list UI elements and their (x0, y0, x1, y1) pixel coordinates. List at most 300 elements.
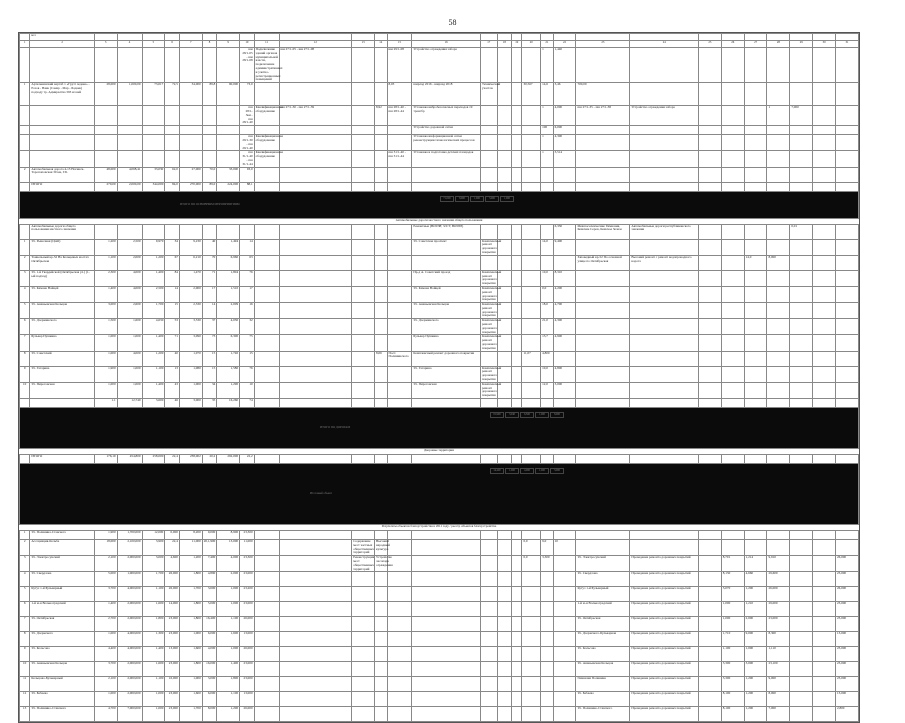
table-cell (698, 572, 721, 587)
table-cell (767, 270, 790, 286)
table-cell: 16,000 (202, 662, 217, 677)
table-cell (254, 319, 279, 335)
table-cell (576, 126, 630, 135)
table-cell: 2 (30, 41, 94, 48)
table-cell: ши 29/1-08 (387, 48, 412, 83)
table-cell (352, 692, 375, 707)
table-row (20, 366, 859, 382)
table-cell: 3,000 (744, 662, 767, 677)
table-cell: 23,000 (836, 617, 859, 632)
table-cell: 26,000 (165, 587, 180, 602)
table-cell: 17 (240, 286, 255, 302)
table-cell: 1,000 (744, 647, 767, 662)
table-cell (217, 151, 240, 167)
table-row (20, 662, 859, 677)
table-cell: Ул. Рыночная (ЦАО) (30, 239, 94, 255)
table-cell: Квалификационная оборудование (254, 151, 279, 167)
table-cell: Пр-д А. Советский проезд (412, 270, 481, 286)
table-cell (412, 587, 481, 602)
table-cell: Комплексный ремонт дорожного покрытия (481, 302, 502, 318)
table-cell (512, 531, 522, 540)
table-cell: 1,804 (217, 270, 240, 286)
table-cell: Кутуз 1-й Бульварный (576, 587, 630, 602)
table-cell (522, 662, 541, 677)
table-cell (254, 167, 279, 182)
band-label: ИТОГО ПО ДОРОГАМ (320, 425, 351, 430)
table-cell: 23,000 (165, 632, 180, 647)
table-cell (179, 126, 202, 135)
table-cell (630, 540, 699, 556)
table-cell: 1 (541, 48, 553, 83)
table-cell (512, 224, 522, 239)
table-cell: Проведение ремонта дорожных покрытий (630, 572, 699, 587)
table-cell (254, 83, 279, 106)
table-cell: 4,300 (553, 319, 576, 335)
table-cell (142, 224, 165, 239)
table-cell (279, 556, 352, 572)
table-cell: 16,260 (217, 399, 240, 408)
table-cell: Ул. Пироговская (412, 382, 481, 398)
table-cell (698, 662, 721, 677)
table-cell (412, 602, 481, 617)
table-cell (541, 602, 553, 617)
table-cell: 258,000 (142, 455, 165, 464)
table-cell: Проведение ремонта дорожных покрытий (630, 556, 699, 572)
table-cell: Ул. Бабаево (576, 692, 630, 707)
header-cell: кол (30, 34, 94, 41)
table-cell (387, 126, 412, 135)
table-cell (352, 366, 375, 382)
table-cell (630, 319, 699, 335)
table-cell (240, 224, 255, 239)
table-cell: 14 (240, 239, 255, 255)
table-cell (553, 707, 576, 722)
table-cell (375, 83, 387, 106)
table-cell: 26,000 (240, 617, 255, 632)
table-cell: 4,068,41 (117, 167, 142, 182)
table-cell: Установка информационной сетки реконструкции технологических процессов (412, 135, 481, 151)
table-cell: 10,0 (541, 366, 553, 382)
table-cell: 10,0 (541, 270, 553, 286)
table-cell: 15 (202, 366, 217, 382)
table-cell: Автомобильные дороги республиканского значения (630, 224, 699, 239)
table-cell (375, 224, 387, 239)
table-cell: 43 (165, 382, 180, 398)
table-cell (30, 135, 94, 151)
table-cell: 11 (20, 677, 30, 692)
table-cell: 3,000 (179, 399, 202, 408)
table-cell (387, 662, 412, 677)
table-cell (480, 224, 497, 239)
table-cell: 71 (165, 335, 180, 351)
summary-band-3 (20, 464, 859, 525)
table-cell (698, 632, 721, 647)
table-cell: 84,0 (165, 182, 180, 191)
table-cell: 9,0 (541, 540, 553, 556)
table-cell (836, 126, 859, 135)
table-cell: 15 (240, 351, 255, 366)
table-cell (630, 382, 699, 398)
table-cell (698, 602, 721, 617)
table-cell (375, 455, 387, 464)
table-cell (698, 126, 721, 135)
table-cell (279, 677, 352, 692)
table-cell: 23,200 (240, 587, 255, 602)
table-cell: 5 (142, 41, 165, 48)
table-cell: 3,300 (721, 662, 744, 677)
table-cell: 34 (202, 382, 217, 398)
table-cell: пш 31/1-40 - пш 31/1-44 (387, 151, 412, 167)
table-cell: 11,000 (240, 540, 255, 556)
table-cell (698, 286, 721, 302)
table-cell (165, 126, 180, 135)
table-cell (744, 182, 767, 191)
table-cell (836, 182, 859, 191)
table-cell: 23,000 (240, 677, 255, 692)
table-cell (836, 151, 859, 167)
table-cell (497, 707, 512, 722)
table-cell (512, 617, 522, 632)
table-cell (698, 707, 721, 722)
table-cell (790, 255, 813, 270)
table-cell (279, 135, 352, 151)
table-cell (721, 126, 744, 135)
table-cell (744, 382, 767, 398)
table-cell: 7 (20, 617, 30, 632)
table-cell (387, 167, 412, 182)
table-cell (480, 167, 497, 182)
summary-band-2 (20, 408, 859, 449)
table-cell: 46 (165, 399, 180, 408)
table-cell (512, 335, 522, 351)
table-cell (522, 239, 541, 255)
table-cell (813, 662, 836, 677)
table-cell (117, 48, 142, 83)
table-cell: 1,800 (179, 602, 202, 617)
table-cell: 8,310 (553, 270, 576, 286)
table-cell: 33,030 (142, 167, 165, 182)
table-cell (630, 455, 699, 464)
table-cell: Ул. Свердлова (576, 572, 630, 587)
table-cell (512, 692, 522, 707)
table-cell (836, 106, 859, 126)
table-cell (352, 126, 375, 135)
table-cell (813, 540, 836, 556)
table-cell: 2,300 (94, 270, 117, 286)
table-cell: Ул. Полинино-Ставского (30, 707, 94, 722)
table-cell: 2,500 (117, 239, 142, 255)
table-cell (790, 126, 813, 135)
table-cell: 26,000 (767, 587, 790, 602)
table-cell: 1,000 (179, 382, 202, 398)
table-cell (630, 239, 699, 255)
table-cell: 2,000 (217, 572, 240, 587)
table-cell (387, 540, 412, 556)
table-cell: 23,000 (240, 662, 255, 677)
table-cell: Кутуз 1-й Бульварный (30, 587, 94, 602)
table-cell: 2,000 (179, 286, 202, 302)
table-cell (497, 602, 512, 617)
table-cell: пш 29/1-30 - пш 29/1-40 (240, 135, 255, 151)
table-cell: 23,000 (240, 572, 255, 587)
table-cell (576, 531, 630, 540)
table-cell (480, 255, 497, 270)
table-cell: 4 (20, 572, 30, 587)
table-cell (630, 167, 699, 182)
table-cell: 3 (20, 270, 30, 286)
table-cell (497, 662, 512, 677)
table-cell: Реконструкция мест общественных территорий (353, 555, 375, 571)
table-row (20, 602, 859, 617)
table-cell: 10 (553, 540, 576, 556)
table-cell: 48,000 (94, 167, 117, 182)
table-cell: 20,2 (202, 455, 217, 464)
table-cell (541, 255, 553, 270)
table-row (20, 319, 859, 335)
table-cell (94, 224, 117, 239)
table-cell: 23,000 (240, 602, 255, 617)
table-cell (94, 106, 117, 126)
table-cell (721, 270, 744, 286)
table-cell: 6,330 (553, 224, 576, 239)
table-cell: 13 (20, 707, 30, 722)
table-cell: 23,000 (836, 677, 859, 692)
table-cell (279, 83, 352, 106)
table-cell (497, 48, 512, 83)
table-cell: 1,000 (94, 335, 117, 351)
table-row (20, 48, 859, 83)
table-cell (721, 286, 744, 302)
table-cell (412, 556, 481, 572)
table-cell: 34,000 (179, 83, 202, 106)
table-cell (836, 366, 859, 382)
table-cell (698, 531, 721, 540)
table-cell (480, 182, 497, 191)
table-cell (790, 572, 813, 587)
table-cell (20, 224, 30, 239)
table-cell: 9 (20, 647, 30, 662)
table-cell: Ул. Ананьевская Кольцов (412, 303, 481, 319)
table-cell (630, 83, 699, 106)
table-cell: 3,000 (142, 556, 165, 572)
table-cell (480, 617, 497, 632)
table-cell (254, 351, 279, 366)
table-cell: 1,200 (744, 677, 767, 692)
table-cell (698, 167, 721, 182)
table-cell (522, 366, 541, 382)
table-cell: 4 (20, 286, 30, 302)
table-cell (790, 382, 813, 398)
table-cell: 4,630 (142, 319, 165, 335)
table-cell (254, 556, 279, 572)
table-cell: 9,000 (744, 632, 767, 647)
table-cell (412, 662, 481, 677)
table-cell: 3,000 (553, 382, 576, 398)
table-cell (512, 382, 522, 398)
table-cell (480, 106, 497, 126)
table-cell (522, 303, 541, 319)
table-cell (412, 167, 481, 182)
table-cell (94, 151, 117, 167)
table-cell (352, 239, 375, 255)
table-cell: 1,494 (217, 239, 240, 255)
spreadsheet (18, 32, 860, 723)
table-cell (412, 617, 481, 632)
table-cell (512, 239, 522, 255)
band-cell: 1,000 (505, 468, 519, 474)
table-cell: 4,700 (553, 303, 576, 319)
table-cell: 1,600 (179, 692, 202, 707)
table-cell: Устройство дорожной сетки (412, 126, 481, 135)
table-cell: Комплексный ремонт дорожного покрытия (481, 238, 502, 254)
table-cell: 23 (576, 41, 630, 48)
table-cell (387, 531, 412, 540)
table-cell (744, 303, 767, 319)
table-cell (375, 572, 387, 587)
table-cell: Автомобильная дорога 4-13 Ногинск-Торопоповская 30 км, Г.Б. (30, 167, 94, 182)
table-cell: 1,100 (142, 677, 165, 692)
table-cell (142, 135, 165, 151)
table-cell: 13,000 (240, 692, 255, 707)
table-cell: 1,800 (217, 677, 240, 692)
table-cell: Кольцово-Бульварный (30, 677, 94, 692)
table-cell (412, 632, 481, 647)
table-cell: 1,100 (142, 366, 165, 382)
table-cell: 13,000 (836, 632, 859, 647)
table-cell: Ремонтные (ВОУЛ8; 3/2/Т; ВОУЛ8) (412, 224, 481, 239)
table-cell (576, 286, 630, 302)
table-cell: 344,000 (142, 182, 165, 191)
table-cell: 9,000 (767, 677, 790, 692)
table-cell (767, 351, 790, 366)
table-cell (352, 632, 375, 647)
table-cell (387, 647, 412, 662)
table-cell (721, 531, 744, 540)
table-cell (790, 270, 813, 286)
table-cell: 9 (20, 366, 30, 382)
table-cell (522, 167, 541, 182)
table-cell: 8,000 (767, 255, 790, 270)
table-cell: 6,210 (179, 255, 202, 270)
table-cell (497, 677, 512, 692)
table-cell: 1,290 (217, 382, 240, 398)
table-cell (813, 303, 836, 319)
table-cell: 76 (240, 366, 255, 382)
table-cell: 12,0 (541, 382, 553, 398)
table-cell (279, 255, 352, 270)
table-cell: ИТОГО (30, 455, 94, 464)
table-cell: 11,000 (179, 540, 202, 556)
table-cell (744, 286, 767, 302)
table-cell (744, 135, 767, 151)
table-cell (767, 286, 790, 302)
table-cell: 6,000 (202, 692, 217, 707)
table-cell (254, 540, 279, 556)
table-cell (767, 531, 790, 540)
table-cell (553, 455, 576, 464)
table-cell: 23,000 (165, 692, 180, 707)
table-cell: 14,000 (165, 602, 180, 617)
table-cell: 3,530 (179, 319, 202, 335)
table-cell: 15 (165, 303, 180, 319)
table-cell (744, 83, 767, 106)
table-cell (553, 692, 576, 707)
table-cell: 2,000,000 (117, 556, 142, 572)
table-cell (512, 83, 522, 106)
table-cell: 22,4 (165, 540, 180, 556)
table-cell (698, 540, 721, 556)
table-cell: 8,03 (387, 83, 412, 106)
table-cell (522, 399, 541, 408)
table-cell (698, 182, 721, 191)
table-cell: 26,000 (836, 587, 859, 602)
table-cell: 1,600 (179, 647, 202, 662)
table-cell (698, 351, 721, 366)
table-cell (497, 224, 512, 239)
table-cell (387, 319, 412, 335)
table-cell: 3,514 (553, 151, 576, 167)
table-cell: Ул. Советская проспект (412, 239, 481, 255)
table-cell: 1,900 (94, 366, 117, 382)
table-cell (497, 399, 512, 408)
table-cell: 292,000 (217, 455, 240, 464)
table-cell (744, 126, 767, 135)
table-cell (387, 303, 412, 319)
table-cell: 23,300 (240, 556, 255, 572)
table-cell (630, 286, 699, 302)
table-cell (497, 135, 512, 151)
table-cell (254, 647, 279, 662)
table-cell (512, 48, 522, 83)
table-cell: 25 (698, 41, 721, 48)
table-cell: 1,000 (179, 677, 202, 692)
table-cell (375, 48, 387, 83)
table-cell (836, 48, 859, 83)
table-cell: Ул. Бабаево (30, 692, 94, 707)
table-cell: 1,000,00 (117, 83, 142, 106)
table-cell: 23,000 (165, 617, 180, 632)
table-cell (813, 351, 836, 366)
table-cell (698, 135, 721, 151)
table-cell: 71 (202, 270, 217, 286)
table-cell: Ул. Кольсово (30, 647, 94, 662)
table-cell: 62,0 (165, 167, 180, 182)
table-cell (142, 126, 165, 135)
table-cell: 1,600 (117, 319, 142, 335)
table-cell: 1,400 (142, 382, 165, 398)
table-cell (522, 224, 541, 239)
table-cell: 11,07 (522, 351, 541, 366)
table-cell (480, 531, 497, 540)
table-cell: 6,000 (553, 126, 576, 135)
table-cell (279, 224, 352, 239)
table-cell: 13,000 (836, 692, 859, 707)
table-cell (352, 587, 375, 602)
table-cell: 2,009 (217, 303, 240, 319)
table-cell (767, 135, 790, 151)
table-cell (541, 647, 553, 662)
table-cell: 4,200 (553, 286, 576, 302)
table-cell: 1,800 (179, 572, 202, 587)
table-cell: 3,700 (94, 587, 117, 602)
table-cell: 9,400 (553, 239, 576, 255)
table-cell: Ул. 1-й Гвардейской (Октябрьская ул.) (1-ый подход) (30, 270, 94, 286)
table-cell (352, 303, 375, 319)
table-cell: 3,600 (142, 399, 165, 408)
table-cell: 2,700 (94, 617, 117, 632)
table-cell (630, 182, 699, 191)
table-cell (352, 455, 375, 464)
